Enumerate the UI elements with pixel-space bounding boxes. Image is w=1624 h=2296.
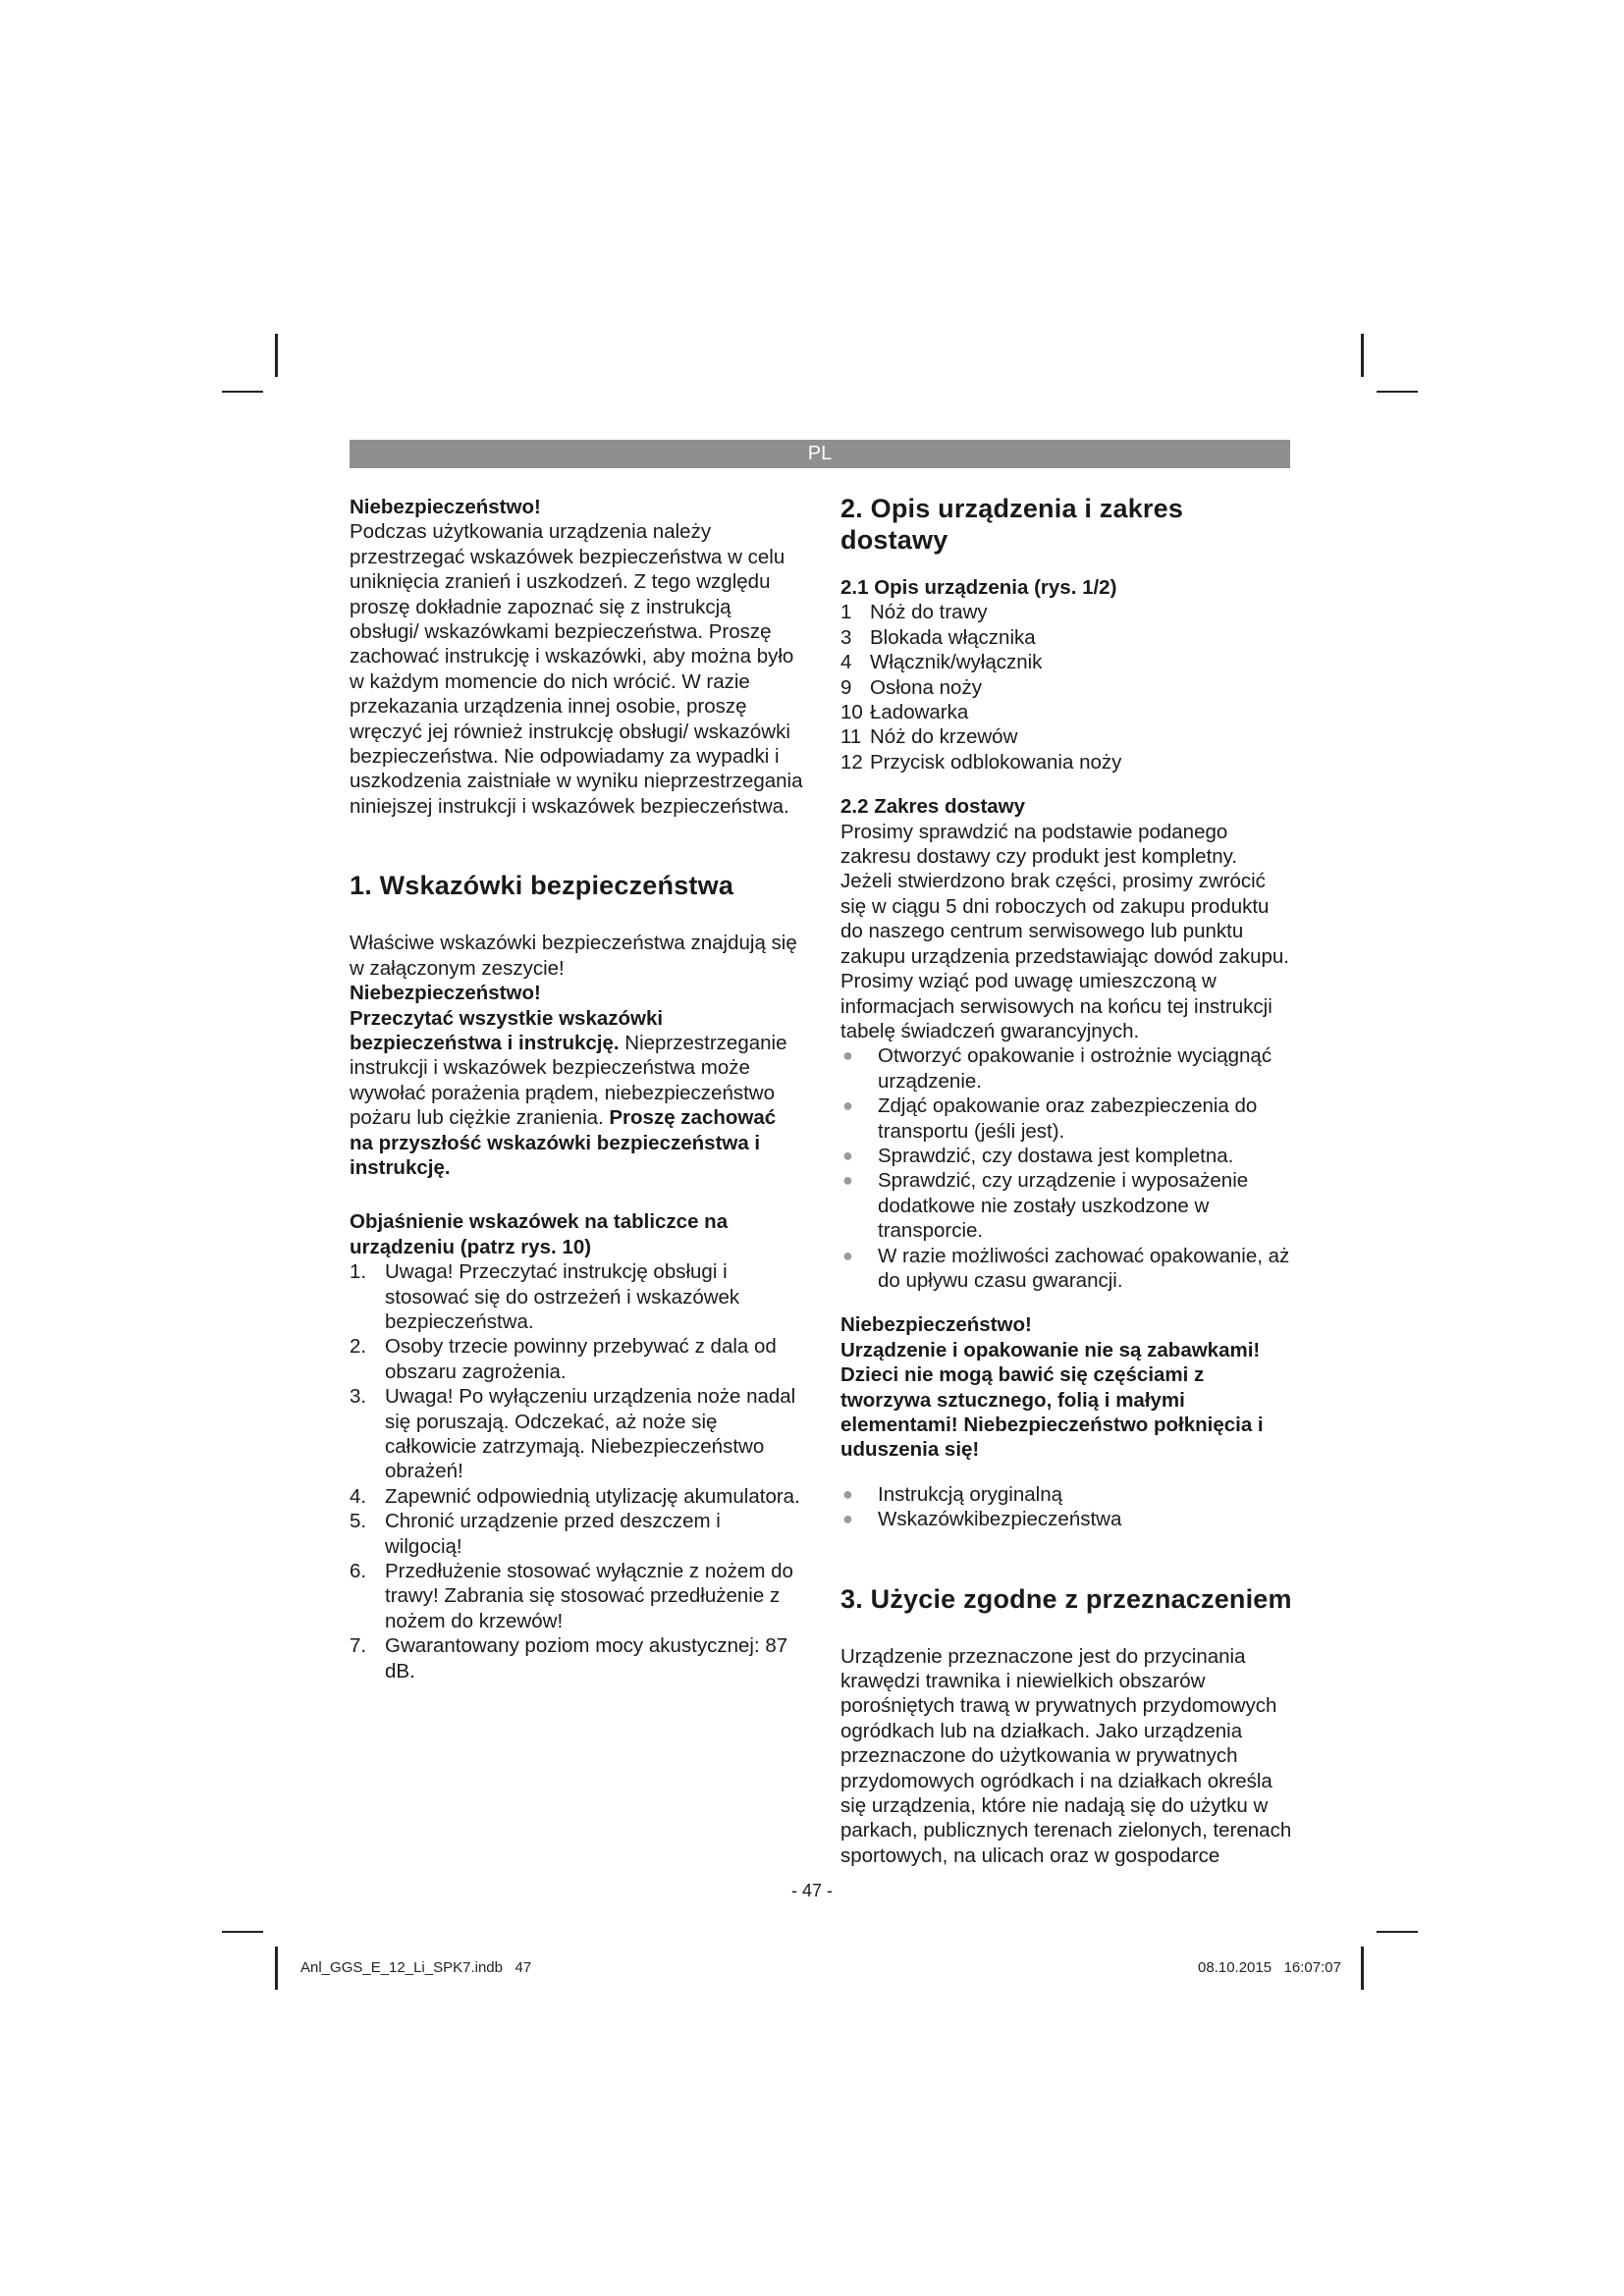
- language-header-bar: PL: [350, 440, 1290, 468]
- list-item: [840, 1244, 1292, 1294]
- item-number: 1.: [350, 1260, 367, 1284]
- item-number: 7.: [350, 1634, 367, 1658]
- item-text: Przedłużenie stosować wyłącznie z nożem do trawy! Zabrania się stosować przedłużenie z nożem do krzewów!: [385, 1560, 793, 1632]
- read-bold: Przeczytać wszystkie wskazówki bezpieczeństwa i instrukcję.: [350, 1006, 664, 1054]
- danger-paragraph: Podczas użytkowania urządzenia należy przestrzegać wskazówek bezpieczeństwa w celu uniknięcia zranień i uszkodzeń. Z tego względu proszę dokładnie zapoznać się z instrukcją obsługi/ wskazówkami bezpieczeństwa. Proszę zachować instrukcję i wskazówki, aby można było w każdym momencie do nich wrócić. W razie przekazania urządzenia innej osobie, proszę wręczyć jej również instrukcję obsługi/ wskazówki bezpieczeństwa. Nie odpowiadamy za wypadki i uszkodzenia zaistniałe w wyniku nieprzestrzegania niniejszej instrukcji i wskazówek bezpieczeństwa.: [350, 520, 803, 818]
- list-item: [350, 1484, 803, 1509]
- item-text: Nóż do trawy: [870, 601, 988, 624]
- item-text: Otworzyć opakowanie i ostrożnie wyciągnąć urządzenie.: [878, 1044, 1272, 1093]
- item-number: 6.: [350, 1560, 367, 1583]
- item-text: Przycisk odblokowania noży: [870, 750, 1122, 774]
- item-text: Blokada włącznika: [870, 625, 1036, 649]
- page-number: - 47 -: [790, 1881, 833, 1900]
- label-explanation-list: [350, 1259, 803, 1683]
- list-item: [350, 1509, 803, 1559]
- item-text: Osoby trzecie powinny przebywać z dala od obszaru zagrożenia.: [385, 1335, 777, 1383]
- read-instructions-paragraph: [350, 1006, 803, 1181]
- subsection-2-1-title: 2.1 Opis urządzenia (rys. 1/2): [840, 576, 1117, 599]
- bullet-icon: ●: [842, 1245, 853, 1265]
- list-item: [350, 1259, 803, 1334]
- left-column: [350, 495, 803, 1683]
- item-text: Instrukcją oryginalną: [878, 1482, 1063, 1506]
- bullet-icon: ●: [842, 1509, 853, 1529]
- list-item: [840, 625, 1292, 650]
- parts-list: [840, 600, 1292, 774]
- list-item: [840, 1094, 1292, 1144]
- danger-heading: Niebezpieczeństwo!: [350, 496, 541, 518]
- item-number: 9: [840, 675, 852, 699]
- footer-datetime: 08.10.2015 16:07:07: [1198, 1959, 1341, 1976]
- item-text: W razie możliwości zachować opakowanie, aż do upływu czasu gwarancji.: [878, 1244, 1290, 1292]
- list-item: [840, 1507, 1292, 1531]
- item-text: Sprawdzić, czy urządzenie i wyposażenie dodatkowe nie zostały uszkodzone w transporcie.: [878, 1169, 1249, 1243]
- list-item: [840, 650, 1292, 674]
- crop-mark: [1377, 391, 1418, 393]
- section-1-intro: Właściwe wskazówki bezpieczeństwa znajdują się w załączonym zeszycie!: [350, 932, 797, 980]
- list-item: [350, 1384, 803, 1484]
- danger-heading: Niebezpieczeństwo!: [840, 1313, 1032, 1337]
- crop-mark: [222, 391, 263, 393]
- list-item: [840, 1168, 1292, 1243]
- item-text: Zdjąć opakowanie oraz zabezpieczenia do transportu (jeśli jest).: [878, 1095, 1258, 1143]
- list-item: [840, 724, 1292, 749]
- item-number: 1: [840, 601, 852, 624]
- crop-mark: [1361, 334, 1364, 377]
- item-text: Włącznik/wyłącznik: [870, 651, 1043, 674]
- item-number: 4: [840, 651, 852, 674]
- included-documents-list: [840, 1482, 1292, 1532]
- item-number: 3: [840, 625, 852, 649]
- item-number: 5.: [350, 1510, 367, 1533]
- crop-mark: [275, 334, 278, 377]
- item-text: Gwarantowany poziom mocy akustycznej: 87 dB.: [385, 1634, 788, 1682]
- danger-warning-text: Urządzenie i opakowanie nie są zabawkami! Dzieci nie mogą bawić się częściami z tworzywa sztucznego, folią i małymi elementami! Niebezpieczeństwo połknięcia i uduszenia się!: [840, 1338, 1264, 1462]
- item-text: Nóż do krzewów: [870, 725, 1018, 749]
- bullet-icon: ●: [842, 1170, 853, 1191]
- item-number: 11: [840, 725, 862, 749]
- section-2-title: 2. Opis urządzenia i zakres dostawy: [840, 494, 1184, 555]
- item-number: 4.: [350, 1484, 367, 1508]
- list-item: [840, 1043, 1292, 1094]
- bullet-icon: ●: [842, 1095, 853, 1116]
- list-item: [840, 600, 1292, 624]
- read-text: Nieprzestrzeganie instrukcji i wskazówek bezpieczeństwa może wywołać porażenia prądem, niebezpieczeństwo pożaru lub ciężkie zranienia.: [350, 1031, 787, 1130]
- item-number: 2.: [350, 1335, 367, 1359]
- item-number: 3.: [350, 1385, 367, 1409]
- item-number: 12: [840, 750, 863, 774]
- item-text: Zapewnić odpowiednią utylizację akumulatora.: [385, 1484, 800, 1508]
- crop-mark: [1377, 1931, 1418, 1933]
- item-text: Uwaga! Po wyłączeniu urządzenia noże nadal się poruszają. Odczekać, aż noże się całkowicie zatrzymają. Niebezpieczeństwo obrażeń!: [385, 1385, 796, 1483]
- item-text: Osłona noży: [870, 675, 982, 699]
- item-text: Uwaga! Przeczytać instrukcję obsługi i stosować się do ostrzeżeń i wskazówek bezpieczeństwa.: [385, 1260, 740, 1333]
- list-item: [840, 675, 1292, 700]
- subsection-2-2-title: 2.2 Zakres dostawy: [840, 795, 1026, 819]
- item-number: 10: [840, 701, 863, 724]
- section-3-paragraph: Urządzenie przeznaczone jest do przycinania krawędzi trawnika i niewielkich obszarów porośniętych trawą w prywatnych przydomowych ogródkach lub na działkach. Jako urządzenia przeznaczone do użytkowania w prywatnych przydomowych ogródkach i na działkach określa się urządzenia, które nie nadają się do użytku w parkach, publicznych terenach zielonych, terenach sportowych, na ulicach oraz w gospodarce: [840, 1644, 1292, 1867]
- right-column: [840, 493, 1292, 1868]
- item-text: Wskazówkibezpieczeństwa: [878, 1508, 1122, 1531]
- list-item: [840, 1482, 1292, 1507]
- crop-mark: [1361, 1947, 1364, 1990]
- delivery-checklist: [840, 1043, 1292, 1293]
- section-1-title: 1. Wskazówki bezpieczeństwa: [350, 871, 734, 901]
- crop-mark: [222, 1931, 263, 1933]
- list-item: [350, 1633, 803, 1683]
- list-item: [350, 1334, 803, 1384]
- item-text: Chronić urządzenie przed deszczem i wilgocią!: [385, 1510, 721, 1558]
- list-item: [840, 1144, 1292, 1168]
- list-item: [840, 750, 1292, 774]
- item-text: Ładowarka: [870, 701, 969, 724]
- bullet-icon: ●: [842, 1483, 853, 1504]
- section-3-title: 3. Użycie zgodne z przeznaczeniem: [840, 1583, 1292, 1614]
- danger-heading: Niebezpieczeństwo!: [350, 982, 541, 1005]
- item-text: Sprawdzić, czy dostawa jest kompletna.: [878, 1144, 1234, 1167]
- label-explanation-heading: Objaśnienie wskazówek na tabliczce na urządzeniu (patrz rys. 10): [350, 1210, 729, 1258]
- list-item: [350, 1559, 803, 1633]
- bullet-icon: ●: [842, 1045, 853, 1066]
- crop-mark: [275, 1947, 278, 1990]
- bullet-icon: ●: [842, 1145, 853, 1165]
- keep-bold: Proszę zachować na przyszłość wskazówki bezpieczeństwa i instrukcję.: [350, 1106, 777, 1179]
- delivery-paragraph: Prosimy sprawdzić na podstawie podanego zakresu dostawy czy produkt jest kompletny. Jeżeli stwierdzono brak części, prosimy zwrócić się w ciągu 5 dni roboczych od zakupu produktu do naszego centrum serwisowego lub punktu zakupu urządzenia przedstawiając dowód zakupu. Prosimy wziąć pod uwagę umieszczoną w informacjach serwisowych na końcu tej instrukcji tabelę świadczeń gwarancyjnych.: [840, 820, 1289, 1042]
- footer-filename: Anl_GGS_E_12_Li_SPK7.indb 47: [300, 1959, 532, 1976]
- list-item: [840, 700, 1292, 724]
